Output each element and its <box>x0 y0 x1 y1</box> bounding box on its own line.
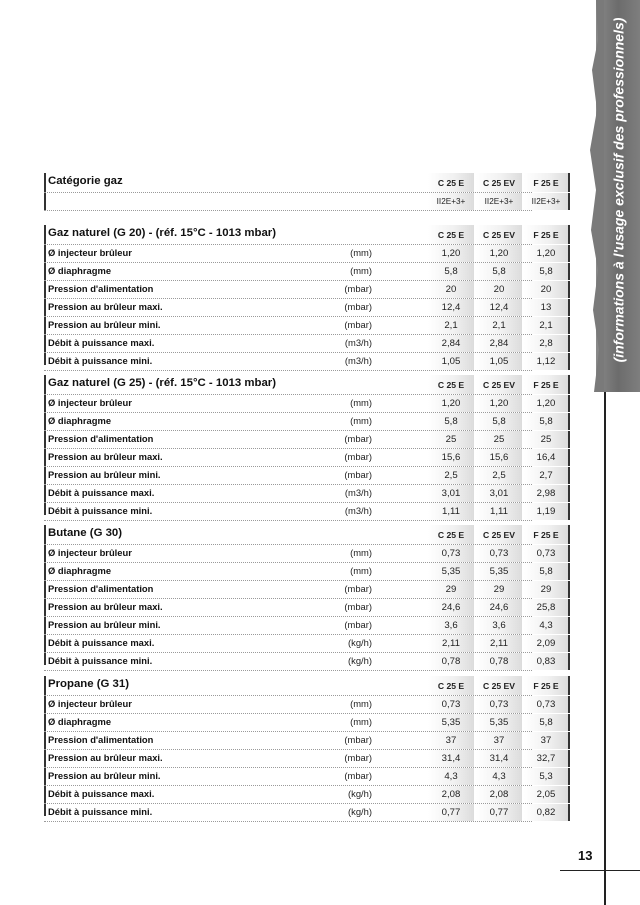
table-row <box>44 635 556 653</box>
table-row <box>44 245 556 263</box>
table-row <box>44 281 552 299</box>
table-row <box>44 485 556 503</box>
table-cell: II2E+3+ <box>476 193 522 210</box>
table-cell: 5,8 <box>524 563 570 580</box>
row-label: Pression d'alimentation <box>48 433 154 444</box>
row-label: Débit à puissance mini. <box>48 806 153 817</box>
table-cell: 5,35 <box>476 563 522 580</box>
row-label: Débit à puissance mini. <box>48 505 153 516</box>
table-cell: 25,8 <box>524 599 570 616</box>
table-cell: 2,05 <box>524 786 570 803</box>
table-cell: 0,73 <box>524 696 570 713</box>
table-cell: 2,5 <box>428 467 474 484</box>
table-cell: 5,8 <box>476 413 522 430</box>
table-cell: 2,5 <box>476 467 522 484</box>
column-header: C 25 E <box>428 676 474 695</box>
column-header: F 25 E <box>524 225 570 244</box>
table-cell: 0,77 <box>428 804 474 821</box>
table-cell: 31,4 <box>476 750 522 767</box>
table-cell: 0,83 <box>524 653 570 670</box>
table-cell: 29 <box>524 581 570 598</box>
row-unit: (mbar) <box>344 734 372 745</box>
table-cell: 5,8 <box>428 263 474 280</box>
table-row <box>44 563 553 581</box>
table-cell: 20 <box>476 281 522 298</box>
table-row <box>44 653 556 671</box>
row-label: Débit à puissance mini. <box>48 355 153 366</box>
row-unit: (mm) <box>350 698 372 709</box>
column-header: C 25 EV <box>476 173 522 192</box>
row-unit: (m3/h) <box>344 355 372 366</box>
table-cell: 3,6 <box>428 617 474 634</box>
margin-rule <box>604 392 606 905</box>
row-unit: (mbar) <box>344 301 372 312</box>
row-label: Pression d'alimentation <box>48 734 154 745</box>
row-unit: (m3/h) <box>344 487 372 498</box>
table-cell: 29 <box>428 581 474 598</box>
table-cell: 0,78 <box>476 653 522 670</box>
table-cell: 32,7 <box>524 750 570 767</box>
table-cell: 20 <box>428 281 474 298</box>
row-label: Ø diaphragme <box>48 265 112 276</box>
row-label: Débit à puissance maxi. <box>48 337 155 348</box>
row-unit: (mbar) <box>344 283 372 294</box>
table-cell: 1,20 <box>524 395 570 412</box>
table-row <box>44 599 556 617</box>
table-row <box>44 617 553 635</box>
table-cell: 5,8 <box>428 413 474 430</box>
table-cell: 12,4 <box>476 299 522 316</box>
gas-table-g20 <box>44 225 559 371</box>
table-header <box>44 225 559 245</box>
categorie-gaz-table <box>44 173 561 211</box>
row-unit: (mbar) <box>344 770 372 781</box>
row-label: Débit à puissance maxi. <box>48 487 155 498</box>
table-cell: 0,73 <box>476 696 522 713</box>
table-cell: 24,6 <box>476 599 522 616</box>
table-cell: 4,3 <box>476 768 522 785</box>
row-unit: (m3/h) <box>344 337 372 348</box>
column-header: C 25 E <box>428 525 474 544</box>
table-cell: 37 <box>428 732 474 749</box>
column-header: C 25 E <box>428 173 474 192</box>
table-cell: 5,35 <box>428 714 474 731</box>
row-unit: (mbar) <box>344 451 372 462</box>
table-cell: 24,6 <box>428 599 474 616</box>
table-cell: 0,73 <box>428 696 474 713</box>
table-cell: 2,98 <box>524 485 570 502</box>
table-cell: 2,7 <box>524 467 570 484</box>
row-label: Ø diaphragme <box>48 716 112 727</box>
column-header: F 25 E <box>524 375 570 394</box>
table-cell: 1,20 <box>428 395 474 412</box>
table-row <box>44 503 556 521</box>
table-cell: 1,20 <box>524 245 570 262</box>
row-label: Débit à puissance maxi. <box>48 788 155 799</box>
section-title: Catégorie gaz <box>48 175 123 187</box>
row-unit: (mm) <box>350 247 372 258</box>
table-cell: 0,73 <box>524 545 570 562</box>
table-cell: 5,8 <box>524 714 570 731</box>
row-unit: (kg/h) <box>348 788 372 799</box>
table-row <box>44 714 553 732</box>
table-cell: II2E+3+ <box>428 193 474 210</box>
table-header <box>44 525 559 545</box>
row-unit: (mbar) <box>344 319 372 330</box>
section-title: Gaz naturel (G 25) - (réf. 15°C - 1013 mbar) <box>48 377 277 389</box>
table-row <box>44 395 556 413</box>
table-cell: 2,08 <box>476 786 522 803</box>
table-row <box>44 732 552 750</box>
table-row <box>44 768 553 786</box>
table-cell: 5,3 <box>524 768 570 785</box>
table-cell: 3,01 <box>476 485 522 502</box>
table-cell: 0,73 <box>476 545 522 562</box>
row-label: Pression au brûleur mini. <box>48 770 161 781</box>
row-label: Pression au brûleur mini. <box>48 319 161 330</box>
row-label: Pression au brûleur maxi. <box>48 752 163 763</box>
table-cell: 1,05 <box>476 353 522 370</box>
row-unit: (mm) <box>350 565 372 576</box>
row-unit: (mm) <box>350 415 372 426</box>
table-row <box>44 750 556 768</box>
row-label: Ø injecteur brûleur <box>48 397 132 408</box>
table-cell: 25 <box>524 431 570 448</box>
table-cell: 0,82 <box>524 804 570 821</box>
table-cell: 5,35 <box>428 563 474 580</box>
table-cell: 2,11 <box>428 635 474 652</box>
gas-table-g30 <box>44 525 559 671</box>
table-cell: 29 <box>476 581 522 598</box>
row-label: Débit à puissance maxi. <box>48 637 155 648</box>
table-row <box>44 431 552 449</box>
row-label: Pression d'alimentation <box>48 583 154 594</box>
table-row <box>44 786 556 804</box>
table-cell: 0,77 <box>476 804 522 821</box>
table-row <box>44 581 552 599</box>
row-label: Débit à puissance mini. <box>48 655 153 666</box>
table-row <box>44 335 553 353</box>
table-row <box>44 299 552 317</box>
table-cell: 16,4 <box>524 449 570 466</box>
table-cell: 2,84 <box>428 335 474 352</box>
row-unit: (mbar) <box>344 583 372 594</box>
table-cell: 1,19 <box>524 503 570 520</box>
table-cell: 2,84 <box>476 335 522 352</box>
table-row <box>44 317 553 335</box>
table-row <box>44 263 553 281</box>
row-unit: (mm) <box>350 716 372 727</box>
table-cell: 1,20 <box>476 395 522 412</box>
gas-table-g31 <box>44 676 559 822</box>
section-title: Propane (G 31) <box>48 678 130 690</box>
row-unit: (mm) <box>350 397 372 408</box>
table-cell: 37 <box>476 732 522 749</box>
row-label: Ø injecteur brûleur <box>48 247 132 258</box>
table-cell: 25 <box>428 431 474 448</box>
table-cell: 5,8 <box>476 263 522 280</box>
row-label: Pression au brûleur maxi. <box>48 601 163 612</box>
row-label: Ø injecteur brûleur <box>48 547 132 558</box>
side-tab-label: (informations à l'usage exclusif des professionnels) <box>610 17 627 363</box>
table-cell: II2E+3+ <box>524 193 570 210</box>
table-cell: 3,6 <box>476 617 522 634</box>
table-cell: 1,20 <box>476 245 522 262</box>
row-unit: (m3/h) <box>344 505 372 516</box>
table-cell: 1,11 <box>428 503 474 520</box>
table-cell: 15,6 <box>476 449 522 466</box>
table-cell: 2,8 <box>524 335 570 352</box>
table-cell: 2,1 <box>476 317 522 334</box>
row-unit: (mbar) <box>344 619 372 630</box>
table-cell: 1,12 <box>524 353 570 370</box>
row-label: Ø diaphragme <box>48 415 112 426</box>
table-cell: 2,11 <box>476 635 522 652</box>
row-unit: (kg/h) <box>348 655 372 666</box>
row-label: Pression au brûleur mini. <box>48 469 161 480</box>
table-cell: 25 <box>476 431 522 448</box>
table-cell: 2,1 <box>524 317 570 334</box>
table-row <box>44 353 556 371</box>
table-cell: 2,09 <box>524 635 570 652</box>
table-cell: 37 <box>524 732 570 749</box>
row-unit: (mbar) <box>344 433 372 444</box>
row-label: Pression d'alimentation <box>48 283 154 294</box>
row-label: Pression au brûleur mini. <box>48 619 161 630</box>
table-row <box>44 804 556 822</box>
column-header: C 25 EV <box>476 676 522 695</box>
table-cell: 5,35 <box>476 714 522 731</box>
table-cell: 13 <box>524 299 570 316</box>
table-row <box>44 449 556 467</box>
row-label: Ø injecteur brûleur <box>48 698 132 709</box>
row-unit: (mm) <box>350 547 372 558</box>
table-cell: 1,05 <box>428 353 474 370</box>
table-cell: 5,8 <box>524 413 570 430</box>
table-cell: 4,3 <box>524 617 570 634</box>
table-cell: 1,11 <box>476 503 522 520</box>
table-row <box>44 467 553 485</box>
column-header: C 25 E <box>428 375 474 394</box>
table-cell: 4,3 <box>428 768 474 785</box>
side-tab-label-wrap <box>600 0 636 380</box>
column-header: C 25 E <box>428 225 474 244</box>
table-cell: 2,1 <box>428 317 474 334</box>
section-title: Butane (G 30) <box>48 527 123 539</box>
table-header <box>44 173 559 193</box>
table-cell: 15,6 <box>428 449 474 466</box>
page-number: 13 <box>578 848 593 863</box>
table-row <box>44 193 561 211</box>
column-header: F 25 E <box>524 676 570 695</box>
row-unit: (mbar) <box>344 752 372 763</box>
table-cell: 0,73 <box>428 545 474 562</box>
table-cell: 5,8 <box>524 263 570 280</box>
table-cell: 3,01 <box>428 485 474 502</box>
row-label: Pression au brûleur maxi. <box>48 451 163 462</box>
table-cell: 31,4 <box>428 750 474 767</box>
table-cell: 12,4 <box>428 299 474 316</box>
row-label: Ø diaphragme <box>48 565 112 576</box>
table-header <box>44 676 559 696</box>
table-cell: 20 <box>524 281 570 298</box>
column-header: F 25 E <box>524 525 570 544</box>
table-cell: 0,78 <box>428 653 474 670</box>
footer-rule <box>560 870 640 871</box>
column-header: F 25 E <box>524 173 570 192</box>
column-header: C 25 EV <box>476 375 522 394</box>
row-unit: (kg/h) <box>348 806 372 817</box>
table-cell: 1,20 <box>428 245 474 262</box>
row-label: Pression au brûleur maxi. <box>48 301 163 312</box>
gas-table-g25 <box>44 375 559 521</box>
column-header: C 25 EV <box>476 525 522 544</box>
row-unit: (kg/h) <box>348 637 372 648</box>
table-row <box>44 696 556 714</box>
table-row <box>44 545 556 563</box>
table-row <box>44 413 553 431</box>
column-header: C 25 EV <box>476 225 522 244</box>
row-unit: (mbar) <box>344 469 372 480</box>
section-title: Gaz naturel (G 20) - (réf. 15°C - 1013 mbar) <box>48 227 277 239</box>
row-unit: (mm) <box>350 265 372 276</box>
table-cell: 2,08 <box>428 786 474 803</box>
table-header <box>44 375 559 395</box>
row-unit: (mbar) <box>344 601 372 612</box>
